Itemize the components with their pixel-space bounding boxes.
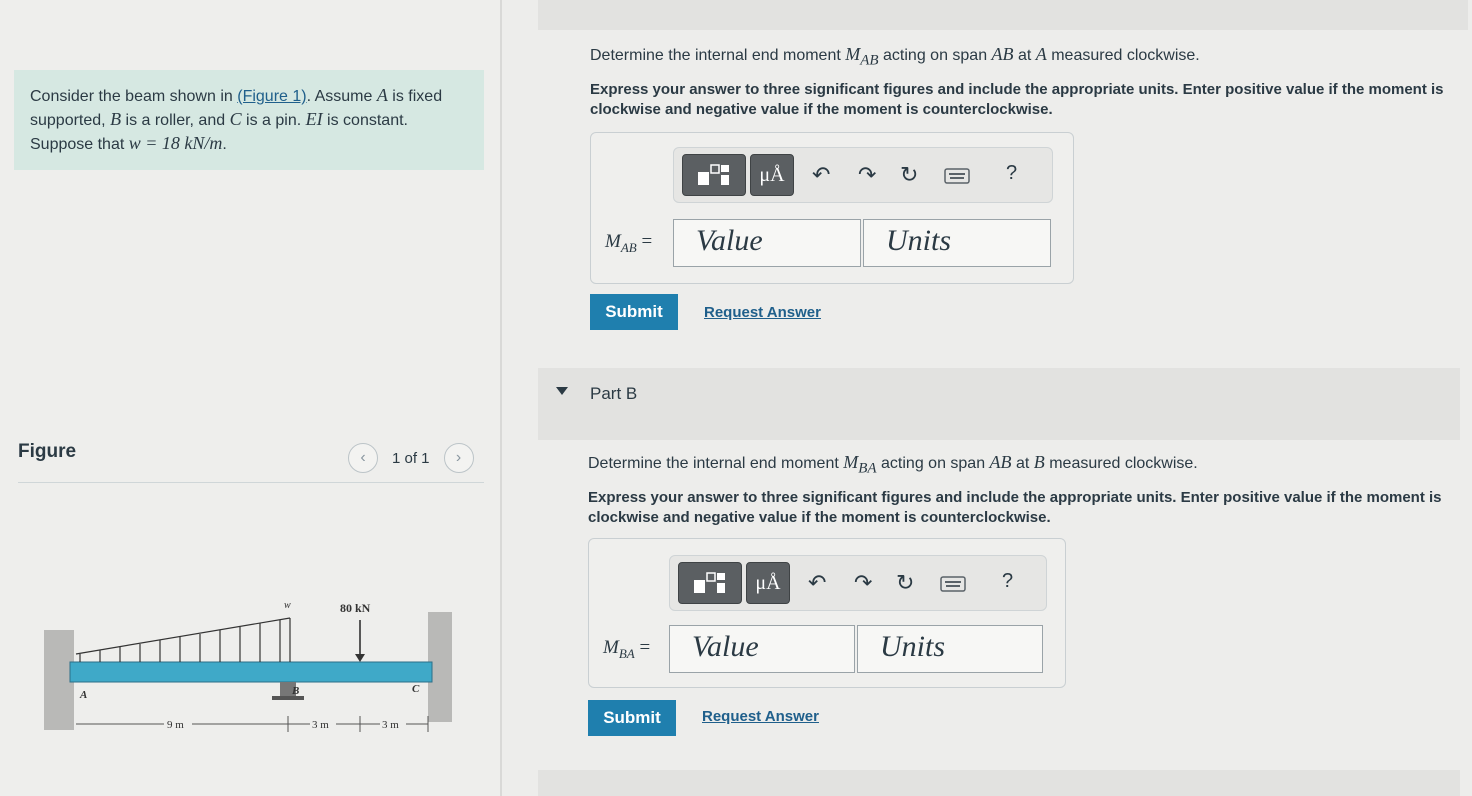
chevron-right-icon: › (455, 449, 462, 466)
dim-3m-a: 3 m (312, 719, 329, 731)
redo-icon[interactable]: ↷ (858, 162, 877, 187)
partc-header-band (538, 770, 1460, 796)
support-b-label: B (292, 685, 300, 697)
parta-instructions: Express your answer to three significant figures and include the appropriate units. Enter positive value if the moment is clockwise and negative value if the moment is counterclockwise. (590, 81, 1444, 118)
label-equals: = (634, 637, 651, 658)
parta-toolbar (673, 147, 1053, 203)
figure-link[interactable]: (Figure 1) (237, 88, 307, 105)
partb-submit-button[interactable]: Submit (588, 700, 676, 736)
partb-request-answer-link[interactable]: Request Answer (702, 708, 819, 725)
problem-text: Consider the beam shown in (30, 88, 238, 105)
question-text: measured clockwise. (1044, 455, 1198, 472)
help-icon[interactable]: ? (1006, 162, 1018, 184)
question-text: at (1011, 455, 1034, 472)
reset-icon[interactable]: ↻ (900, 162, 919, 187)
beam (70, 662, 432, 682)
load-top-line (76, 618, 290, 654)
beam-figure (40, 590, 460, 740)
question-text: at (1013, 47, 1036, 64)
figure-pager (348, 443, 474, 473)
chevron-left-icon: ‹ (360, 449, 366, 466)
parta-label (605, 231, 652, 256)
units-button[interactable] (746, 562, 790, 604)
templates-button[interactable] (682, 154, 746, 196)
support-c-label: C (412, 683, 420, 695)
point-var: B (1033, 452, 1045, 472)
partb-var (843, 452, 877, 477)
label-sub: AB (620, 239, 637, 255)
templates-button[interactable] (678, 562, 742, 604)
label-sub: BA (618, 645, 635, 661)
question-text: Determine the internal end moment (590, 47, 846, 64)
problem-text: is fixed supported, (30, 88, 443, 129)
parta-units-input[interactable]: Units (863, 219, 1051, 267)
problem-text: is a pin. (241, 112, 306, 129)
question-text: measured clockwise. (1046, 47, 1200, 64)
var-m: M (845, 44, 861, 64)
templates-icon (693, 571, 727, 595)
var-sub: AB (860, 52, 879, 69)
var-sub: BA (858, 460, 877, 477)
var-ei: EI (305, 109, 323, 129)
redo-icon[interactable]: ↷ (854, 570, 873, 595)
partb-answer-box (588, 538, 1066, 688)
label-equals: = (636, 231, 653, 252)
figure-title: Figure (18, 441, 77, 462)
support-a-label: A (80, 689, 88, 701)
parta-var (845, 44, 879, 69)
problem-text: is constant. Suppose that (30, 112, 408, 153)
keyboard-icon[interactable] (940, 576, 966, 592)
left-panel (0, 0, 500, 796)
span-var: AB (989, 452, 1012, 472)
point-load-label: 80 kN (340, 601, 371, 615)
question-text: acting on span (878, 47, 992, 64)
parta-question (590, 44, 1200, 70)
parta-request-answer-link[interactable]: Request Answer (704, 304, 821, 321)
top-band (538, 0, 1468, 30)
parta-submit-button[interactable]: Submit (590, 294, 678, 330)
pager-count: 1 of 1 (392, 449, 430, 467)
distributed-load-arrows (80, 618, 290, 662)
var-c: C (229, 109, 242, 129)
undo-icon[interactable]: ↶ (812, 162, 831, 187)
partb-instructions: Express your answer to three significant figures and include the appropriate units. Enter positive value if the moment is clockwise and negative value if the moment is counterclockwise. (588, 489, 1442, 526)
label-var: M (603, 637, 619, 658)
question-text: Determine the internal end moment (588, 455, 844, 472)
reset-icon[interactable]: ↻ (896, 570, 915, 595)
figure-divider (18, 482, 484, 483)
partb-toolbar (669, 555, 1047, 611)
prev-figure-button[interactable] (348, 443, 378, 473)
w-expression: w = 18 kN/m (128, 133, 223, 153)
var-m: M (843, 452, 859, 472)
problem-text: . Assume (306, 88, 377, 105)
partb-title[interactable]: Part B (590, 384, 638, 403)
units-button[interactable] (750, 154, 794, 196)
span-var: AB (991, 44, 1014, 64)
problem-text: . (222, 136, 227, 153)
dim-9m: 9 m (167, 719, 184, 731)
question-text: acting on span (876, 455, 990, 472)
problem-text: is a roller, and (121, 112, 230, 129)
templates-icon (697, 163, 731, 187)
units-icon: μÅ (759, 163, 785, 186)
partb-header-band (538, 368, 1460, 440)
var-b: B (110, 109, 122, 129)
var-a: A (376, 85, 388, 105)
point-load-head (355, 654, 365, 662)
dim-3m-b: 3 m (382, 719, 399, 731)
parta-answer-box (590, 132, 1074, 284)
collapse-arrow-icon[interactable] (556, 387, 568, 395)
next-figure-button[interactable] (444, 443, 474, 473)
point-var: A (1035, 44, 1047, 64)
partb-label (603, 637, 650, 662)
keyboard-icon[interactable] (944, 168, 970, 184)
problem-statement (14, 70, 484, 170)
label-var: M (605, 231, 621, 252)
partb-units-input[interactable]: Units (857, 625, 1043, 673)
help-icon[interactable]: ? (1002, 570, 1014, 592)
partb-value-input[interactable]: Value (669, 625, 855, 673)
parta-value-input[interactable]: Value (673, 219, 861, 267)
units-icon: μÅ (755, 571, 781, 594)
undo-icon[interactable]: ↶ (808, 570, 827, 595)
partb-question (588, 452, 1198, 478)
load-label: w (284, 600, 291, 611)
